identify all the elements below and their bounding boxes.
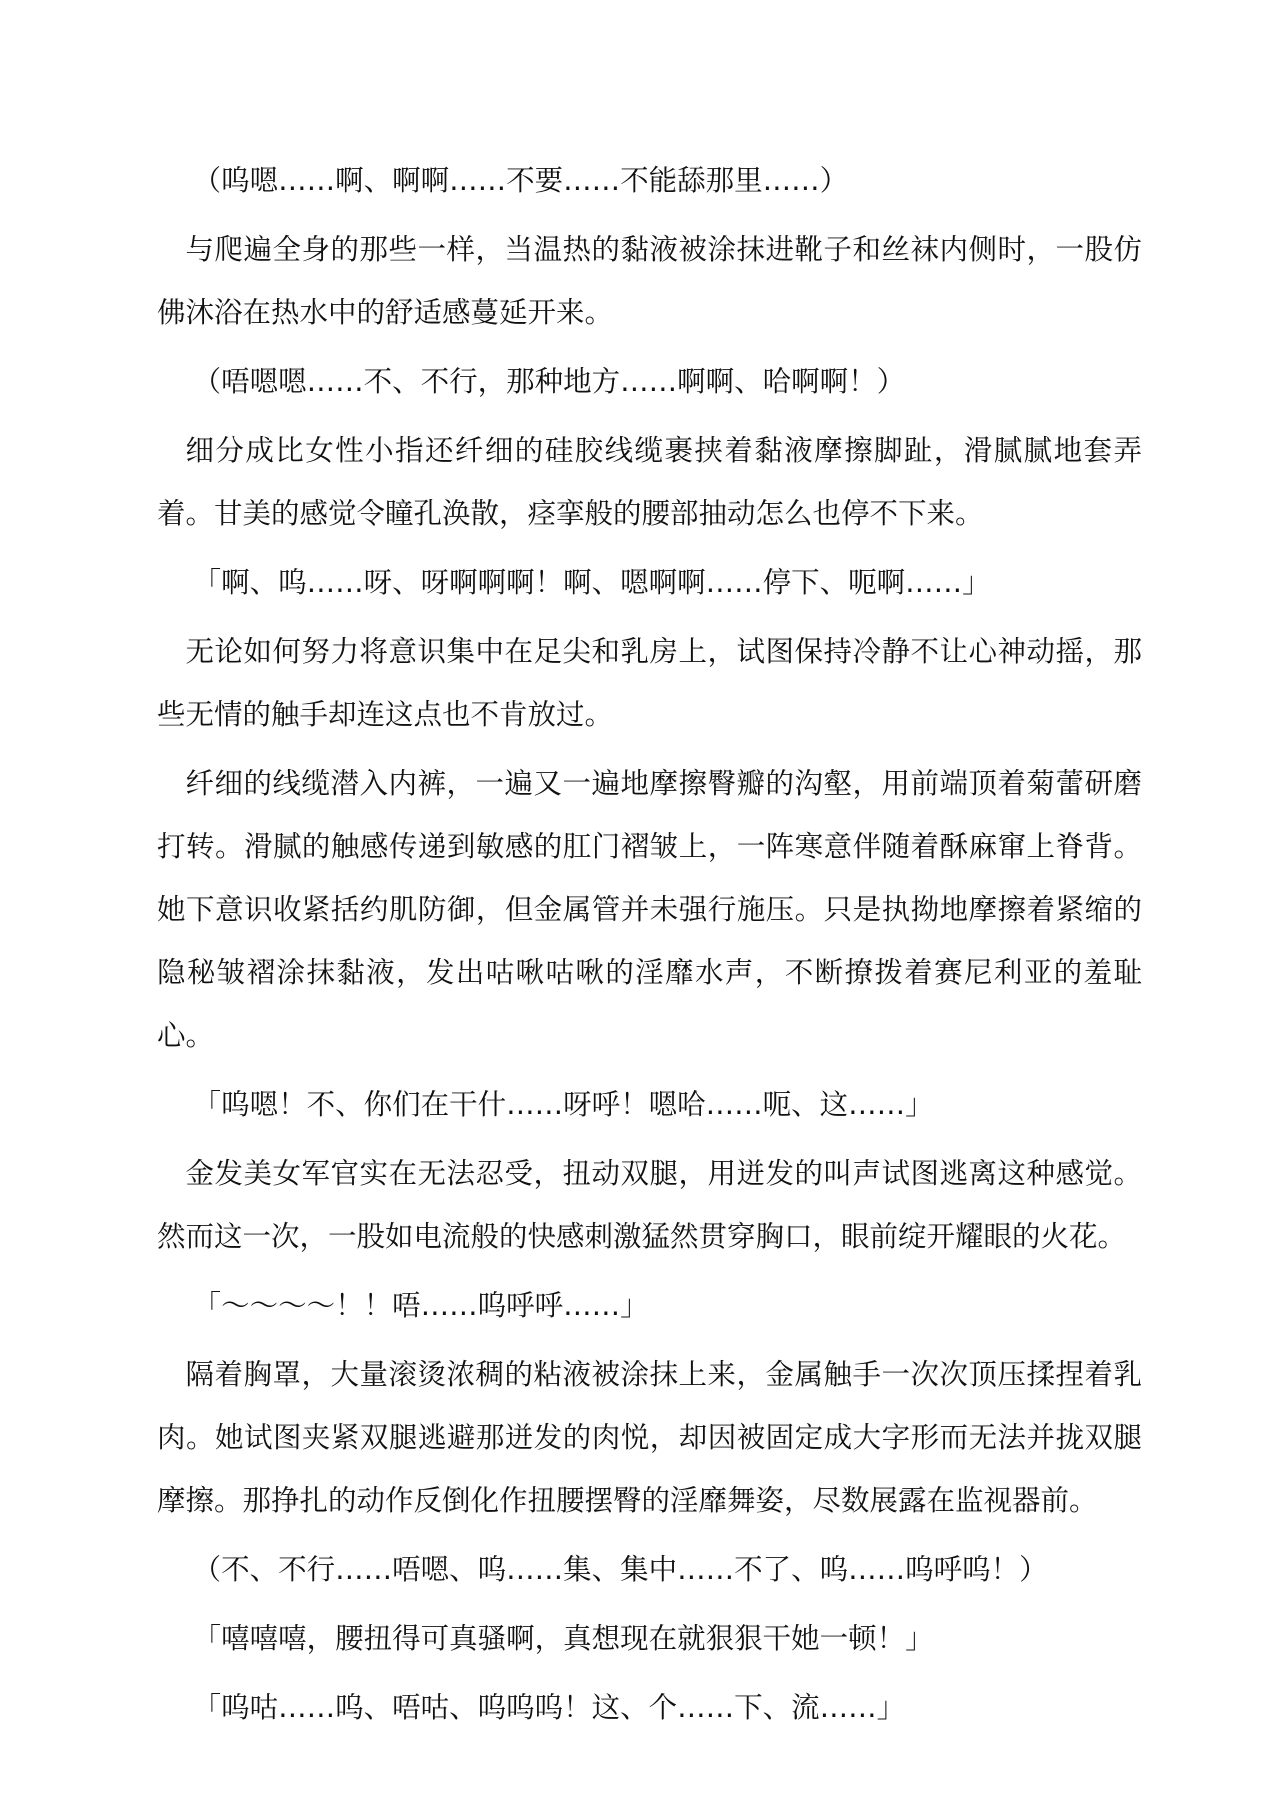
- dialogue-paragraph: 「～～～～！！唔……呜呼呼……」: [192, 1289, 649, 1322]
- narration-paragraph: 隔着胸罩，大量滚烫浓稠的粘液被涂抹上来，金属触手一次次顶压揉捏着乳肉。她试图夹紧双腿逃避那迸发的肉悦，却因被固定成大字形而无法并拢双腿摩擦。那挣扎的动作反倒化作扭腰摆臀的淫靡舞姿，尽数展露在监视器前。: [157, 1358, 1142, 1517]
- document-page: [157, 149, 1142, 1745]
- dialogue-paragraph: （不、不行……唔嗯、呜……集、集中……不了、呜……呜呼呜！）: [192, 1553, 1048, 1586]
- narration-paragraph: 纤细的线缆潜入内裤，一遍又一遍地摩擦臀瓣的沟壑，用前端顶着菊蕾研磨打转。滑腻的触感传递到敏感的肛门褶皱上，一阵寒意伴随着酥麻窜上脊背。她下意识收紧括约肌防御，但金属管并未强行施压。只是执拗地摩擦着紧缩的隐秘皱褶涂抹黏液，发出咕啾咕啾的淫靡水声，不断撩拨着赛尼利亚的羞耻心。: [157, 767, 1142, 1052]
- dialogue-paragraph: （呜嗯……啊、啊啊……不要……不能舔那里……）: [192, 164, 849, 197]
- narration-paragraph: 与爬遍全身的那些一样，当温热的黏液被涂抹进靴子和丝袜内侧时，一股仿佛沐浴在热水中的舒适感蔓延开来。: [157, 233, 1142, 329]
- dialogue-paragraph: 「呜嗯！不、你们在干什……呀呼！嗯哈……呃、这……」: [192, 1088, 934, 1121]
- narration-paragraph: 无论如何努力将意识集中在足尖和乳房上，试图保持冷静不让心神动摇，那些无情的触手却连这点也不肯放过。: [157, 635, 1142, 731]
- dialogue-paragraph: 「啊、呜……呀、呀啊啊啊！啊、嗯啊啊……停下、呃啊……」: [192, 566, 991, 599]
- dialogue-paragraph: 「呜咕……呜、唔咕、呜呜呜！这、个……下、流……」: [192, 1691, 906, 1724]
- narration-paragraph: 细分成比女性小指还纤细的硅胶线缆裹挟着黏液摩擦脚趾，滑腻腻地套弄着。甘美的感觉令瞳孔涣散，痉挛般的腰部抽动怎么也停不下来。: [157, 434, 1142, 530]
- dialogue-paragraph: 「嘻嘻嘻，腰扭得可真骚啊，真想现在就狠狠干她一顿！」: [192, 1622, 934, 1655]
- narration-paragraph: 金发美女军官实在无法忍受，扭动双腿，用迸发的叫声试图逃离这种感觉。然而这一次，一股如电流般的快感刺激猛然贯穿胸口，眼前绽开耀眼的火花。: [157, 1157, 1142, 1253]
- dialogue-paragraph: （唔嗯嗯……不、不行，那种地方……啊啊、哈啊啊！）: [192, 365, 906, 398]
